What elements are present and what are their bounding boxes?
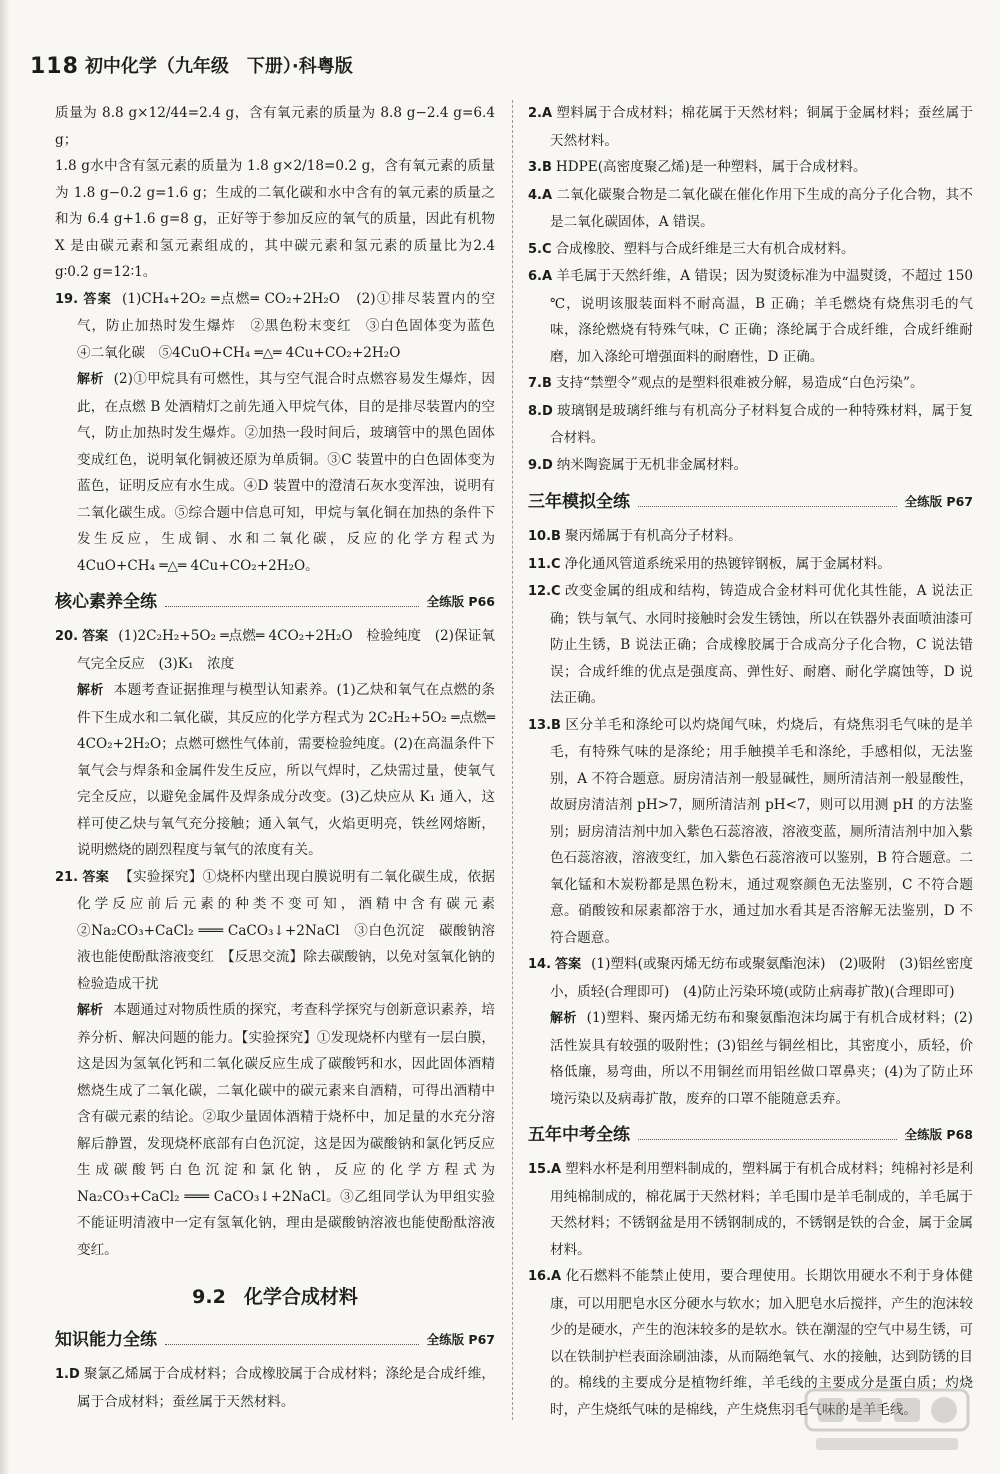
list-item xyxy=(528,398,973,452)
page-header xyxy=(30,52,353,82)
analysis-text: 本题考查证据推理与模型认知素养。(1)乙炔和氧气在点燃的条件下生成水和二氧化碳，其反应的化学方程式为 2C₂H₂+5O₂ ═点燃═ 4CO₂+2H₂O；点燃可燃性气体前，需要检验纯度。(2)在高温条件下氧气会与焊条和金属件发生反应，所以气焊时，乙炔需过量，使氧气完全反应，以避免金属件及焊条成分改变。(3)乙炔应从 K₁ 通入，这样可使乙炔与氧气充分接触；通入氧气，火焰更明亮，铁丝网熔断，说明燃烧的剧烈程度与氧气的浓度有关。 xyxy=(77,682,495,858)
question-text: 塑料水杯是利用塑料制成的，塑料属于有机合成材料；纯棉衬衫是利用纯棉制成的，棉花属于天然材料；羊毛围巾是羊毛制成的，羊毛属于天然材料；不锈钢盆是用不锈钢制成的，不锈钢是铁的合金，属于金属材料。 xyxy=(550,1161,973,1258)
section-three-year-mock xyxy=(528,487,973,517)
question-number: 14. xyxy=(528,957,552,972)
list-item xyxy=(528,100,973,154)
section-ref: 全练版 P67 xyxy=(426,1331,495,1347)
question-number: 3.B xyxy=(528,160,552,175)
answer-text: (1)塑料(或聚丙烯无纺布或聚氨酯泡沫) (2)吸附 (3)铝丝密度小，质轻(合理即可) (4)防止污染环境(或防止病毒扩散)(合理即可) xyxy=(550,956,973,1000)
question-number: 2.A xyxy=(528,106,553,121)
section-rule xyxy=(638,1139,897,1140)
chapter-number: 9.2 xyxy=(192,1286,226,1308)
question-text: 合成橡胶、塑料与合成纤维是三大有机合成材料。 xyxy=(555,240,855,257)
chapter-heading xyxy=(55,1277,495,1317)
section-title: 五年中考全练 xyxy=(528,1124,630,1145)
question-text: 支持“禁塑令”观点的是塑料很难被分解，易造成“白色污染”。 xyxy=(555,375,924,391)
question-number: 20. xyxy=(55,629,79,644)
question-number: 12.C xyxy=(528,584,561,599)
right-column xyxy=(528,100,973,1423)
list-item xyxy=(528,154,973,182)
list-item xyxy=(528,370,973,398)
question-text: 净化通风管道系统采用的热镀锌钢板，属于金属材料。 xyxy=(564,555,891,572)
question-number: 4.A xyxy=(528,187,553,203)
list-item xyxy=(528,236,973,264)
column-divider xyxy=(512,100,513,1420)
watermark-logo-icon xyxy=(802,1386,972,1456)
analysis-label: 解析 xyxy=(77,372,104,387)
list-item xyxy=(528,712,973,952)
answer-label: 答案 xyxy=(82,869,110,885)
question-number: 5.C xyxy=(528,241,552,257)
list-item xyxy=(528,182,973,236)
question-text: 聚丙烯属于有机高分子材料。 xyxy=(564,528,742,544)
section-rule xyxy=(165,1344,419,1345)
list-item xyxy=(528,551,973,579)
analysis-text: (2)①甲烷具有可燃性，其与空气混合时点燃容易发生爆炸，因此，在点燃 B 处酒精灯之前先通入甲烷气体，目的是排尽装置内的空气，防止加热时发生爆炸。②加热一段时间后，玻璃管中的黑色固体变成红色，说明氧化铜被还原为单质铜。③C 装置中的白色固体变为蓝色，证明反应有水生成。④D 装置中的澄清石灰水变浑浊，说明有二氧化碳生成。⑤综合题中信息可知，甲烷与氧化铜在加热的条件下发生反应，生成铜、水和二氧化碳，反应的化学方程式为 4CuO+CH₄ ═△═ 4Cu+CO₂+2H₂O。 xyxy=(77,371,495,574)
analysis-label: 解析 xyxy=(77,683,104,698)
question-14-answer xyxy=(528,951,973,1005)
answer-label: 答案 xyxy=(555,957,582,972)
answer-text: (1)2C₂H₂+5O₂ ═点燃═ 4CO₂+2H₂O 检验纯度 (2)保证氧气完全反应 (3)K₁ 浓度 xyxy=(77,628,495,672)
section-core-literacy xyxy=(55,587,495,617)
question-number: 21. xyxy=(55,869,79,885)
section-knowledge xyxy=(55,1325,495,1355)
question-number: 7.B xyxy=(528,376,552,391)
question-19-analysis xyxy=(55,366,495,579)
section-rule xyxy=(165,606,419,607)
question-14-analysis xyxy=(528,1005,973,1112)
analysis-label: 解析 xyxy=(77,1003,104,1018)
question-text: 二氧化碳聚合物是二氧化碳在催化作用下生成的高分子化合物，其不是二氧化碳固体，A 错误。 xyxy=(550,186,973,230)
answer-list-b xyxy=(528,523,973,951)
question-number: 11.C xyxy=(528,556,561,572)
answer-text: 【实验探究】①烧杯内壁出现白膜说明有二氧化碳生成，依据化学反应前后元素的种类不变可知，酒精中含有碳元素 ②Na₂CO₃+CaCl₂ ═══ CaCO₃↓+2NaCl ③白色沉淀 碳酸钠溶液也能使酚酞溶液变红 【反思交流】除去碳酸钠，以免对氢氧化钠的检验造成干扰 xyxy=(77,868,509,992)
answer-label: 答案 xyxy=(82,629,109,644)
question-number: 15.A xyxy=(528,1162,562,1177)
question-text: 羊毛属于天然纤维，A 错误；因为熨烫标准为中温熨烫，不超过 150 ℃，说明该服装面料不耐高温，B 正确；羊毛燃烧有烧焦羽毛的气味，涤纶燃烧有特殊气味，C 正确；涤纶属于合成纤维，合成纤维耐磨，加入涤纶可增强面料的耐磨性，D 正确。 xyxy=(550,268,973,365)
question-text: 塑料属于合成材料；棉花属于天然材料；铜属于金属材料；蚕丝属于天然材料。 xyxy=(550,105,973,149)
question-text: 聚氯乙烯属于合成材料；合成橡胶属于合成材料；涤纶是合成纤维，属于合成材料；蚕丝属于天然材料。 xyxy=(77,1366,495,1410)
question-number: 6.A xyxy=(528,269,553,284)
book-title: 初中化学（九年级 下册）·科粤版 xyxy=(84,55,353,77)
question-number: 13.B xyxy=(528,717,561,733)
section-title: 知识能力全练 xyxy=(55,1329,157,1350)
intro-paragraph-2: 1.8 g水中含有氢元素的质量为 1.8 g×2/18=0.2 g，含有氧元素的质量为 1.8 g−0.2 g=1.6 g；生成的二氧化碳和水中含有的氧元素的质量之和为 6.4 g+1.6 g=8 g，正好等于参加反应的氧气的质量，因此有机物 X 是由碳元素和氢元素组成的，其中碳元素和氢元素的质量比为2.4 g∶0.2 g=12∶1。 xyxy=(55,158,495,280)
answer-label: 答案 xyxy=(82,291,113,307)
list-item xyxy=(528,263,973,370)
chapter-title: 化学合成材料 xyxy=(243,1286,358,1308)
question-text: 化石燃料不能禁止使用，要合理使用。长期饮用硬水不利于身体健康，可以用肥皂水区分硬水与软水；加入肥皂水后搅拌，产生的泡沫较少的是硬水，产生的泡沫较多的是软水。铁在潮湿的空气中易生锈，可以在铁制护栏表面涂刷油漆，从而隔绝氧气、水的接触，达到防锈的目的。棉线的主要成分是植物纤维，羊毛线的主要成分是蛋白质；灼烧时，产生烧纸气味的是棉线，产生烧焦羽毛气味的是羊毛线。 xyxy=(550,1268,973,1418)
page-edge xyxy=(0,0,10,1474)
question-number: 9.D xyxy=(528,457,553,473)
intro-paragraph-1: 质量为 8.8 g×12/44=2.4 g，含有氧元素的质量为 8.8 g−2.4 g=6.4 g； xyxy=(55,105,495,148)
question-number: 19. xyxy=(55,291,79,307)
left-column xyxy=(55,100,509,1415)
question-text: 改变金属的组成和结构，铸造成合金材料可优化其性能，A 说法正确；铁与氧气、水同时接触时会发生锈蚀，所以在铁器外表面喷油漆可防止生锈，B 说法正确；合成橡胶属于合成高分子化合物，C 说法错误；合成纤维的优点是强度高、弹性好、耐磨、耐化学腐蚀等，D 说法正确。 xyxy=(550,583,973,706)
answer-list-c xyxy=(528,1156,973,1423)
question-19-answer xyxy=(55,286,509,367)
section-rule xyxy=(638,506,897,507)
question-text: 纳米陶瓷属于无机非金属材料。 xyxy=(556,456,748,473)
question-text: 区分羊毛和涤纶可以灼烧闻气味，灼烧后，有烧焦羽毛气味的是羊毛，有特殊气味的是涤纶；用手触摸羊毛和涤纶，手感相似，无法鉴别，A 不符合题意。厨房清洁剂一般显碱性，厕所清洁剂一般显酸性，故厨房清洁剂 pH>7，厕所清洁剂 pH<7，则可以用测 pH 的方法鉴别；厨房清洁剂中加入紫色石蕊溶液，溶液变蓝，厕所清洁剂中加入紫色石蕊溶液，溶液变红，加入紫色石蕊溶液可以鉴别，B 符合题意。二氧化锰和木炭粉都是黑色粉末，通过观察颜色无法鉴别，C 不符合题意。硝酸铵和尿素都溶于水，通过加水看其是否溶解无法鉴别，D 不符合题意。 xyxy=(550,716,973,946)
section-five-year-exam xyxy=(528,1120,973,1150)
section-title: 三年模拟全练 xyxy=(528,491,630,512)
page-number: 118 xyxy=(30,53,79,79)
question-20-answer xyxy=(55,623,495,677)
question-number: 1.D xyxy=(55,1367,80,1382)
question-20-analysis xyxy=(55,677,495,864)
list-item xyxy=(528,452,973,480)
list-item xyxy=(528,578,973,712)
analysis-label: 解析 xyxy=(550,1011,577,1026)
analysis-text: 本题通过对物质性质的探究，考查科学探究与创新意识素养，培养分析、解决问题的能力。【实验探究】①发现烧杯内壁有一层白膜，这是因为氢氧化钙和二氧化碳反应生成了碳酸钙和水，因此固体酒精燃烧生成了二氧化碳，二氧化碳中的碳元素来自酒精，可得出酒精中含有碳元素的结论。②取少量固体酒精于烧杯中，加足量的水充分溶解后静置，发现烧杯底部有白色沉淀，这是因为碳酸钠和氯化钙反应生成碳酸钙白色沉淀和氯化钠，反应的化学方程式为 Na₂CO₃+CaCl₂ ═══ CaCO₃↓+2NaCl。③乙组同学认为甲组实验不能证明清液中一定有氢氧化钠，理由是碳酸钠溶液也能使酚酞溶液变红。 xyxy=(77,1002,495,1258)
question-text: 玻璃钢是玻璃纤维与有机高分子材料复合成的一种特殊材料，属于复合材料。 xyxy=(550,402,973,446)
question-21-answer xyxy=(55,864,509,998)
question-21-analysis xyxy=(55,997,495,1263)
question-1 xyxy=(55,1361,495,1415)
question-text: HDPE(高密度聚乙烯)是一种塑料，属于合成材料。 xyxy=(555,159,867,175)
question-number: 16.A xyxy=(528,1269,562,1284)
list-item xyxy=(528,523,973,551)
answer-text: (1)CH₄+2O₂ ═点燃═ CO₂+2H₂O (2)①排尽装置内的空气，防止加热时发生爆炸 ②黑色粉末变红 ③白色固体变为蓝色 ④二氧化碳 ⑤4CuO+CH₄ ═△═ 4Cu+CO₂+2H₂O xyxy=(77,290,509,361)
list-item xyxy=(528,1156,973,1263)
question-number: 10.B xyxy=(528,529,561,544)
answer-list-a xyxy=(528,100,973,479)
section-ref: 全练版 P66 xyxy=(426,593,495,609)
section-title: 核心素养全练 xyxy=(55,591,157,612)
section-ref: 全练版 P68 xyxy=(904,1126,973,1142)
section-ref: 全练版 P67 xyxy=(904,493,973,509)
analysis-text: (1)塑料、聚丙烯无纺布和聚氨酯泡沫均属于有机合成材料；(2)活性炭具有较强的吸附性；(3)铝丝与铜丝相比，其密度小，质轻，价格低廉，易弯曲，所以不用铜丝而用铝丝做口罩鼻夹；(4)为了防止环境污染以及病毒扩散，废弃的口罩不能随意丢弃。 xyxy=(550,1010,973,1107)
question-number: 8.D xyxy=(528,403,553,419)
